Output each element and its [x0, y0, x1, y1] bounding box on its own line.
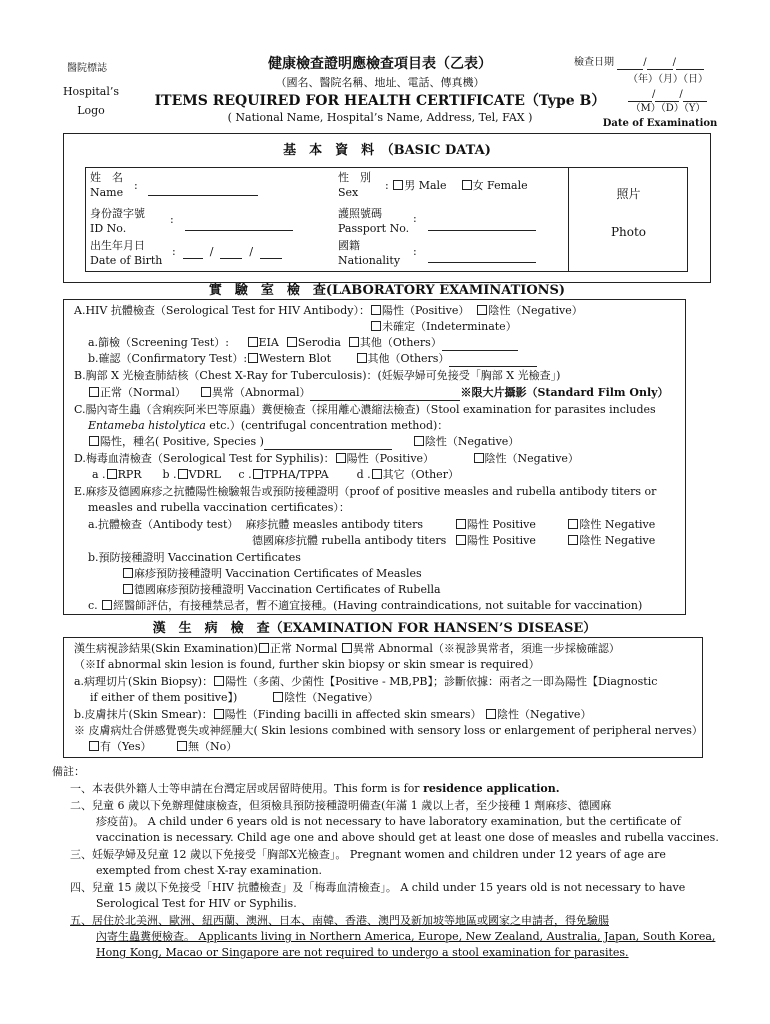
sensory-yes-checkbox[interactable]: [89, 741, 99, 751]
stool-positive-checkbox[interactable]: [89, 436, 99, 446]
syphilis-methods-row: a . RPR b . VDRL c . TPHA/TPPA d . 其它（Other）: [92, 468, 459, 481]
xray-normal-checkbox[interactable]: [89, 387, 99, 397]
hiv-screen-row: a.篩檢（Screening Test）: EIA Serodia 其他（Others）: [88, 335, 518, 351]
syphilis-other-checkbox[interactable]: [372, 469, 382, 479]
title-cn: 健康檢查證明應檢查項目表（乙表）: [268, 56, 492, 72]
note-2b: 疹疫苗)。 A child under 6 years old is not necessary to have laboratory examination, but the certificate of: [96, 815, 681, 828]
exam-date-line2: / /: [628, 88, 707, 102]
rubella-titer-negative-checkbox[interactable]: [568, 535, 578, 545]
hansen-heading: 漢 生 病 檢 查（EXAMINATION FOR HANSEN’S DISEASE）: [152, 621, 597, 636]
contraindication-checkbox[interactable]: [102, 600, 112, 610]
exam-date-label: 檢查日期: [574, 57, 614, 68]
measles-vacc-row: 麻疹預防接種證明 Vaccination Certificates of Measles: [122, 566, 422, 582]
note-2c: vaccination is necessary. Child age one and above should get at least one dose of measles and rubella vaccines.: [96, 831, 719, 844]
sex-options: : 男 Male 女 Female: [385, 179, 528, 192]
western-blot-checkbox[interactable]: [248, 353, 258, 363]
stool-row-2: Entameba histolytica etc.）(centrifugal concentration method)：: [88, 419, 449, 432]
dob-label: 出生年月日 Date of Birth: [90, 239, 163, 267]
title-en: ITEMS REQUIRED FOR HEALTH CERTIFICATE（Type B）: [154, 93, 606, 109]
rubella-titer-label: 德國麻疹抗體 rubella antibody titers: [252, 534, 447, 547]
smear-positive-checkbox[interactable]: [214, 709, 224, 719]
subtitle-en: ( National Name, Hospital’s Name, Address, Tel, FAX ): [227, 111, 533, 124]
note-2: 二、兒童 6 歲以下免辦理健康檢查，但須檢具預防接種證明備查(年滿 1 歲以上者，至少接種 1 劑麻疹、德國麻: [70, 799, 612, 812]
contraindication-row: c. 經醫師評估，有接種禁忌者，暫不適宜接種。(Having contraindications, not suitable for vaccination): [88, 599, 643, 612]
measles-titer-negative-checkbox[interactable]: [568, 519, 578, 529]
female-checkbox[interactable]: [462, 180, 472, 190]
xray-result-row: 正常（Normal） 異常（Abnormal） ※限大片攝影（Standard Film Only）: [88, 385, 669, 401]
syphilis-row: D.梅毒血清檢查（Serological Test for Syphilis)： 陽性（Positive） 陰性（Negative）: [74, 452, 579, 465]
dob-field[interactable]: : / /: [172, 244, 282, 259]
hiv-row: A.HIV 抗體檢查（Serological Test for HIV Antibody）： 陽性（Positive） 陰性（Negative）: [74, 304, 583, 317]
tpha-checkbox[interactable]: [253, 469, 263, 479]
sensory-result-row: 有（Yes） 無（No）: [88, 739, 237, 755]
eia-checkbox[interactable]: [248, 337, 258, 347]
syphilis-positive-checkbox[interactable]: [336, 453, 346, 463]
note-5: 五、居住於北美洲、歐洲、紐西蘭、澳洲、日本、南韓、香港、澳門及新加坡等地區或國家之申請者，得免驗腸: [70, 914, 609, 927]
syphilis-negative-checkbox[interactable]: [474, 453, 484, 463]
serodia-checkbox[interactable]: [287, 337, 297, 347]
sensory-row: ※ 皮膚病灶合併感覺喪失或神經腫大( Skin lesions combined with sensory loss or enlargement of peripheral nerves）: [74, 724, 703, 737]
xray-abnormal-checkbox[interactable]: [201, 387, 211, 397]
logo-label-en-2: Logo: [77, 104, 105, 117]
skin-exam-row: 漢生病視診結果(Skin Examination) 正常 Normal 異常 Abnormal（※視診異常者，須進一步採檢確認）: [74, 642, 620, 655]
vdrl-checkbox[interactable]: [178, 469, 188, 479]
vaccination-row: b.預防接種證明 Vaccination Certificates: [88, 551, 301, 564]
lab-heading: 實 驗 室 檢 查(LABORATORY EXAMINATIONS): [208, 283, 566, 298]
note-5c: Hong Kong, Macao or Singapore are not required to undergo a stool examination for parasites.: [96, 946, 629, 959]
note-3: 三、妊娠孕婦及兒童 12 歲以下免接受「胸部X光檢查」。 Pregnant women and children under 12 years of age are: [70, 848, 666, 861]
rubella-titer-results: 陽性 Positive 陰性 Negative: [455, 533, 655, 549]
logo-label-en: Hospital’s: [62, 85, 120, 98]
id-field[interactable]: [185, 218, 293, 231]
measles-row-2: measles and rubella vaccination certificates）：: [88, 501, 350, 514]
note-4b: Serological Test for HIV or Syphilis.: [96, 897, 297, 910]
rubella-vacc-checkbox[interactable]: [123, 584, 133, 594]
biopsy-row-2: if either of them positive】) 陰性（Negative）: [90, 691, 379, 704]
skin-note-row: （※If abnormal skin lesion is found, further skin biopsy or skin smear is required）: [74, 658, 540, 671]
rubella-vacc-row: 德國麻疹預防接種證明 Vaccination Certificates of Rubella: [122, 582, 441, 598]
hiv-indeterminate-row: 未確定（Indeterminate）: [370, 319, 517, 335]
note-1: 一、本表供外籍人士等申請在台灣定居或居留時使用。This form is for residence application.: [70, 782, 560, 795]
exam-date-mdy: （M）（D）（Y）: [630, 103, 706, 114]
hiv-indeterminate-checkbox[interactable]: [371, 321, 381, 331]
photo-label-cn: 照片: [616, 187, 641, 201]
stool-row: C.腸內寄生蟲（含痢疾阿米巴等原蟲）糞便檢查（採用離心濃縮法檢查)（Stool examination for parasites includes: [74, 403, 656, 416]
exam-date-en: Date of Examination: [602, 118, 718, 129]
note-5b: 內寄生蟲糞便檢查。 Applicants living in Northern America, Europe, New Zealand, Australia, Japan, South Korea,: [96, 930, 716, 943]
rpr-checkbox[interactable]: [107, 469, 117, 479]
measles-titer-results: 陽性 Positive 陰性 Negative: [455, 517, 655, 533]
sensory-no-checkbox[interactable]: [177, 741, 187, 751]
logo-label-cn: 醫院標誌: [67, 63, 107, 74]
biopsy-positive-checkbox[interactable]: [214, 676, 224, 686]
skin-normal-checkbox[interactable]: [259, 643, 269, 653]
hiv-negative-checkbox[interactable]: [477, 305, 487, 315]
skin-abnormal-checkbox[interactable]: [342, 643, 352, 653]
smear-negative-checkbox[interactable]: [486, 709, 496, 719]
stool-result-row: 陽性，種名( Positive, Species ) 陰性（Negative）: [88, 434, 519, 450]
notes-heading: 備註：: [52, 765, 85, 778]
male-checkbox[interactable]: [393, 180, 403, 190]
rubella-titer-positive-checkbox[interactable]: [456, 535, 466, 545]
sex-label: 性 別 Sex: [338, 171, 371, 199]
exam-date: 檢查日期 / /: [574, 56, 704, 70]
smear-row: b.皮膚抹片(Skin Smear)： 陽性（Finding bacilli in affected skin smears） 陰性（Negative）: [74, 708, 592, 721]
hiv-positive-checkbox[interactable]: [371, 305, 381, 315]
name-label: 姓 名 Name: [90, 171, 124, 199]
nationality-field[interactable]: [428, 250, 536, 263]
note-3b: exempted from chest X-ray examination.: [96, 864, 323, 877]
passport-label: 護照號碼 Passport No.: [338, 207, 410, 235]
screen-others-checkbox[interactable]: [349, 337, 359, 347]
biopsy-row: a.病理切片(Skin Biopsy)： 陽性（多菌、少菌性【Positive - MB,PB】；診斷依據：兩者之一即為陽性【Diagnostic: [74, 675, 658, 688]
measles-titer-positive-checkbox[interactable]: [456, 519, 466, 529]
measles-vacc-checkbox[interactable]: [123, 568, 133, 578]
antibody-row: a.抗體檢查（Antibody test） 麻疹抗體 measles antibody titers: [88, 518, 424, 531]
id-label: 身份證字號 ID No.: [90, 207, 145, 235]
xray-row: B.胸部 X 光檢查肺結核（Chest Ⅹ-Ray for Tuberculosis)：(妊娠孕婦可免接受「胸部 X 光檢查」): [74, 369, 561, 382]
name-field[interactable]: [148, 183, 258, 196]
subtitle-cn: （國名、醫院名稱、地址、電話、傳真機）: [275, 76, 485, 89]
photo-label-en: Photo: [610, 225, 647, 239]
confirm-others-checkbox[interactable]: [357, 353, 367, 363]
note-4: 四、兒童 15 歲以下免接受「HIV 抗體檢查」及「梅毒血清檢查」。 A child under 15 years old is not necessary to have: [70, 881, 686, 894]
passport-field[interactable]: [428, 218, 536, 231]
basic-data-heading: 基 本 資 料 （BASIC DATA): [283, 143, 491, 158]
biopsy-negative-checkbox[interactable]: [273, 692, 283, 702]
exam-date-ymd: （年）（月）（日）: [628, 74, 708, 85]
nationality-label: 國籍 Nationality: [338, 239, 401, 267]
stool-negative-checkbox[interactable]: [414, 436, 424, 446]
hiv-confirm-row: b.確認（Confirmatory Test）: Western Blot 其他（Others）: [88, 351, 537, 367]
measles-row: E.麻疹及德國麻疹之抗體陽性檢驗報告或預防接種證明（proof of positive measles and rubella antibody titers or: [74, 485, 657, 498]
